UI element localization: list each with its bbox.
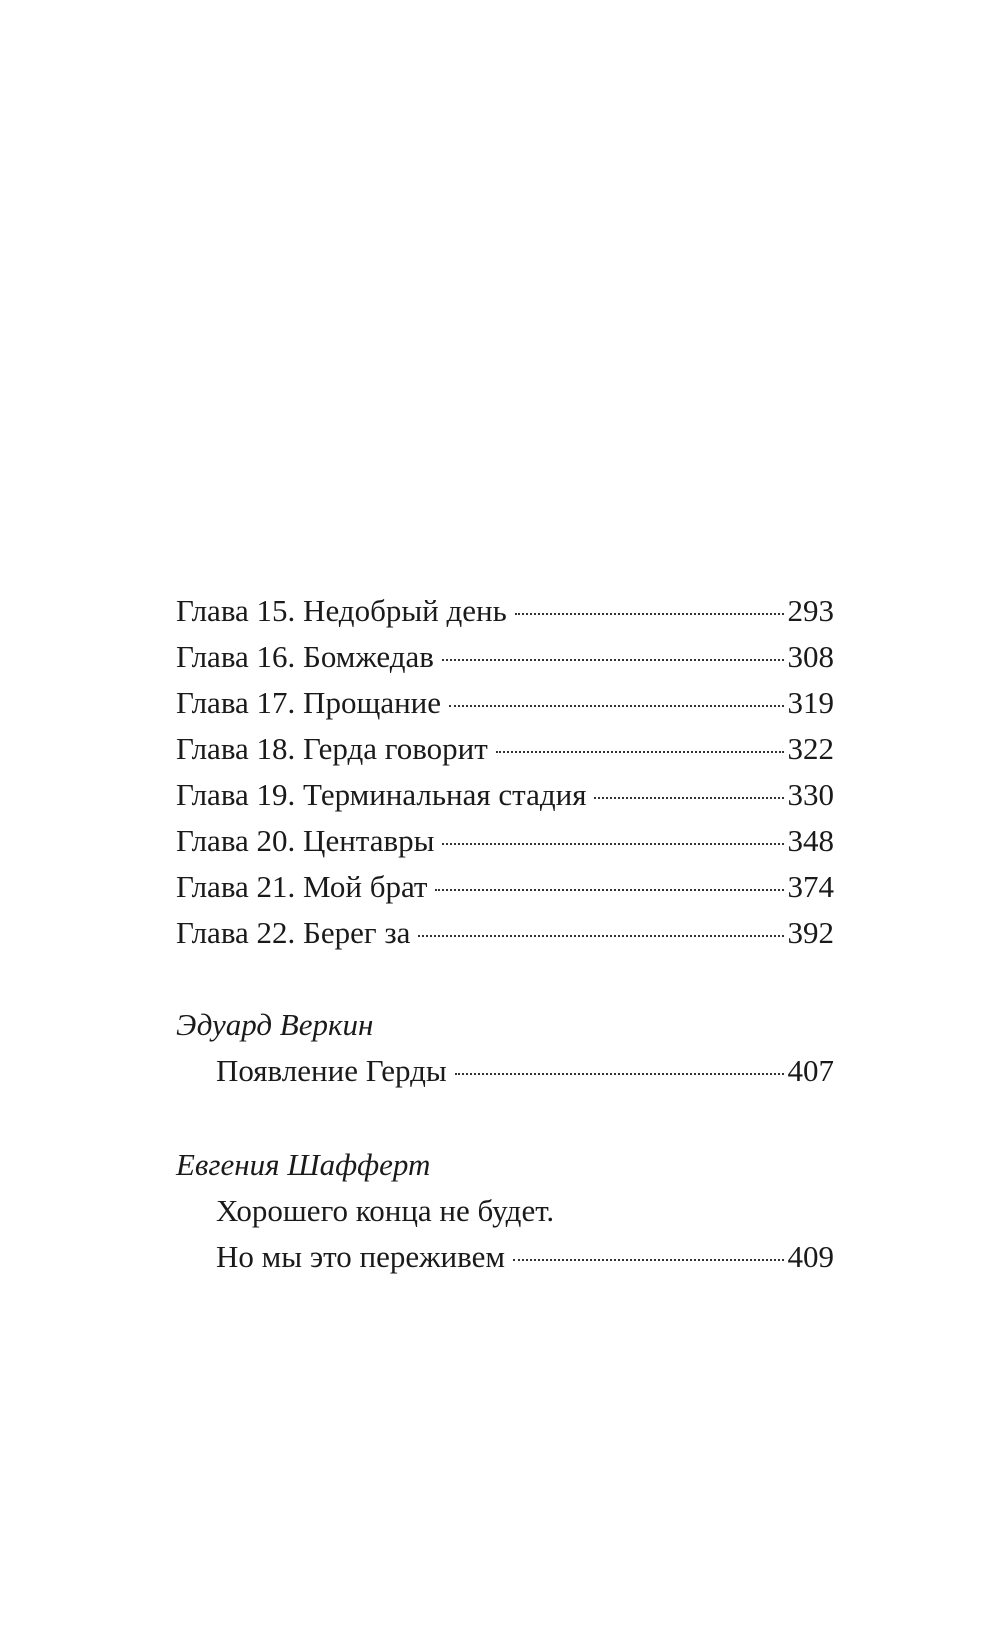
toc-entry-title: Глава 20. Центавры [176,823,435,858]
toc-entry-title-line-1: Хорошего конца не будет. [216,1193,555,1228]
dot-leader [496,751,784,753]
toc-entry-page: 293 [787,593,834,628]
table-of-contents [176,588,834,1280]
toc-entry-chapter-16[interactable] [176,634,834,680]
toc-entry-page: 308 [787,639,834,674]
toc-entry-chapter-22[interactable] [176,910,834,956]
toc-entry-chapter-19[interactable] [176,772,834,818]
dot-leader [513,1259,784,1261]
toc-entry-verkin[interactable] [176,1048,834,1094]
author-name-shaffert: Евгения Шафферт [176,1147,431,1182]
toc-entry-page: 392 [787,915,834,950]
toc-entry-page: 374 [787,869,834,904]
toc-entry-title: Появление Герды [216,1053,447,1088]
toc-entry-title: Глава 19. Терминальная стадия [176,777,587,812]
toc-entry-chapter-18[interactable] [176,726,834,772]
dot-leader [449,705,783,707]
author-name-verkin: Эдуард Веркин [176,1007,374,1042]
toc-entry-shaffert[interactable] [176,1234,834,1280]
toc-entry-title: Но мы это переживем [216,1239,505,1274]
toc-entry-page: 348 [787,823,834,858]
toc-entry-title: Глава 22. Берег за [176,915,411,950]
toc-entry-page: 322 [787,731,834,766]
toc-entry-chapter-17[interactable] [176,680,834,726]
dot-leader [455,1073,784,1075]
toc-entry-title: Глава 17. Прощание [176,685,442,720]
toc-entry-page: 407 [787,1053,834,1088]
toc-entry-title: Глава 15. Недобрый день [176,593,507,628]
section-spacer [176,956,834,1002]
toc-entry-page: 319 [787,685,834,720]
dot-leader [515,613,784,615]
dot-leader [594,797,783,799]
dot-leader [442,659,784,661]
toc-entry-chapter-20[interactable] [176,818,834,864]
toc-entry-title: Глава 18. Герда говорит [176,731,488,766]
toc-entry-chapter-21[interactable] [176,864,834,910]
dot-leader [435,889,783,891]
section-spacer [176,1094,834,1142]
toc-entry-chapter-15[interactable] [176,588,834,634]
toc-entry-title: Глава 16. Бомжедав [176,639,434,674]
toc-entry-page: 330 [787,777,834,812]
dot-leader [442,843,783,845]
toc-entry-page: 409 [787,1239,834,1274]
dot-leader [418,935,783,937]
toc-entry-title: Глава 21. Мой брат [176,869,428,904]
